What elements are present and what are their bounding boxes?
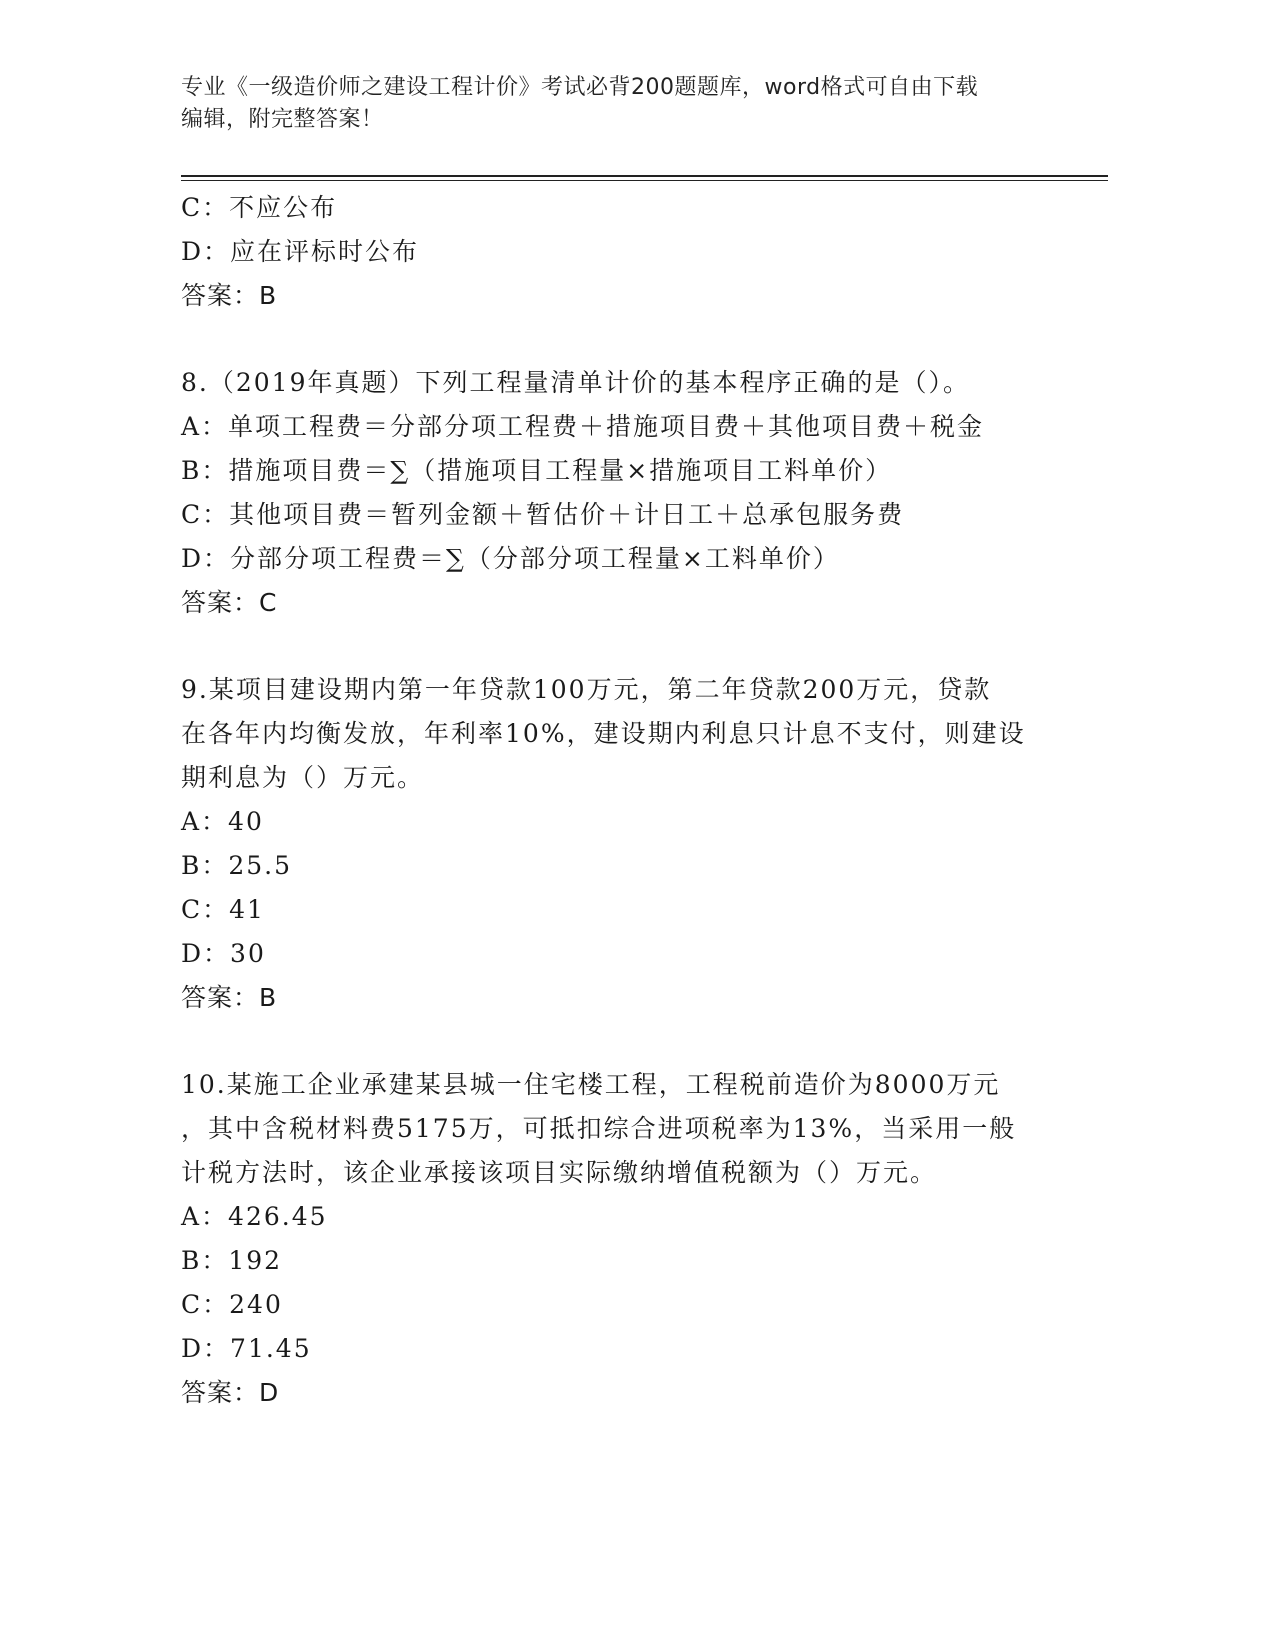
option-b: B：192: [181, 1246, 283, 1275]
stem-line: ，其中含税材料费5175万，可抵扣综合进项税率为13%，当采用一般: [181, 1114, 1017, 1143]
stem-line: 9.某项目建设期内第一年贷款100万元，第二年贷款200万元，贷款: [181, 675, 992, 704]
option-c: C：41: [181, 895, 265, 924]
option-a: A：40: [181, 807, 264, 836]
answer-line: 答案：D: [181, 1378, 280, 1407]
option-d: D：分部分项工程费＝∑（分部分项工程量×工料单价）: [181, 544, 840, 573]
option-b: B：措施项目费＝∑（措施项目工程量×措施项目工料单价）: [181, 456, 893, 485]
header-line-1: 专业《一级造价师之建设工程计价》考试必背200题题库，word格式可自由下载: [181, 75, 979, 100]
header-divider-thin: [181, 180, 1108, 181]
stem-line: 8.（2019年真题）下列工程量清单计价的基本程序正确的是（）。: [181, 368, 970, 397]
stem-line: 10.某施工企业承建某县城一住宅楼工程，工程税前造价为8000万元: [181, 1070, 1001, 1099]
option-b: B：25.5: [181, 851, 293, 880]
question-9: [181, 668, 1061, 1020]
header-line-2: 编辑，附完整答案！: [181, 107, 384, 132]
answer-line: 答案：B: [181, 983, 278, 1012]
option-c: C：不应公布: [181, 193, 338, 222]
option-d: D：71.45: [181, 1334, 312, 1363]
spacer: [181, 625, 1061, 668]
stem-line: 计税方法时，该企业承接该项目实际缴纳增值税额为（）万元。: [181, 1158, 938, 1187]
answer-line: 答案：C: [181, 588, 278, 617]
question-stem: [181, 668, 1041, 800]
question-7-tail: [181, 186, 1061, 318]
option-d: D：应在评标时公布: [181, 237, 420, 266]
stem-line: 在各年内均衡发放，年利率10%，建设期内利息只计息不支付，则建设: [181, 719, 1026, 748]
question-stem: [181, 361, 1041, 405]
spacer: [181, 1020, 1061, 1063]
question-10: [181, 1063, 1061, 1415]
option-a: A：单项工程费＝分部分项工程费＋措施项目费＋其他项目费＋税金: [181, 412, 985, 441]
option-a: A：426.45: [181, 1202, 328, 1231]
question-content: [181, 186, 1061, 1415]
option-c: C：其他项目费＝暂列金额＋暂估价＋计日工＋总承包服务费: [181, 500, 905, 529]
spacer: [181, 318, 1061, 361]
question-stem: [181, 1063, 1041, 1195]
stem-line: 期利息为（）万元。: [181, 763, 425, 792]
page-header: [181, 72, 1041, 136]
option-c: C：240: [181, 1290, 283, 1319]
question-8: [181, 361, 1061, 625]
answer-line: 答案：B: [181, 281, 278, 310]
option-d: D：30: [181, 939, 266, 968]
header-divider-thick: [181, 175, 1108, 177]
